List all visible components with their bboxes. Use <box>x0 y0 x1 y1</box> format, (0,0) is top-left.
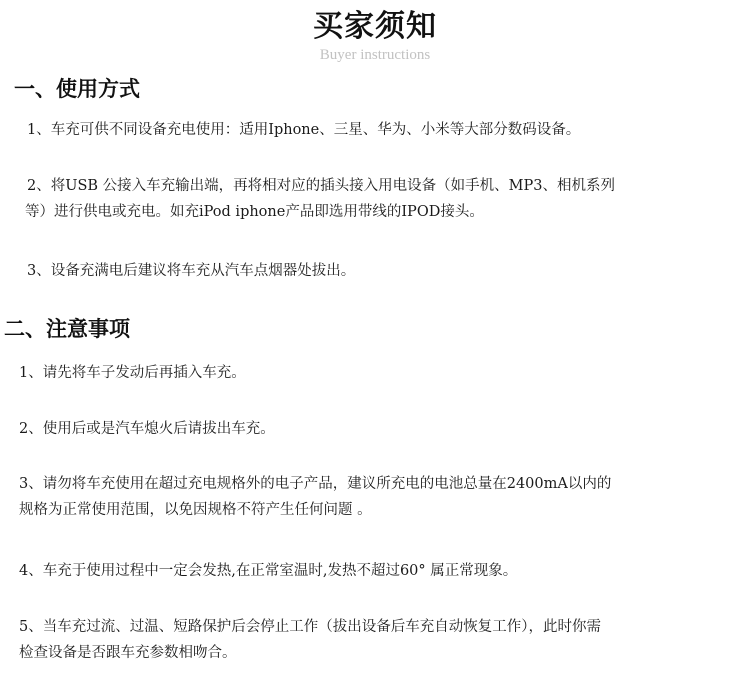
notes-item-1-line-1: 1、请先将车子发动后再插入车充。 <box>19 365 246 381</box>
notes-item-2 <box>19 416 275 442</box>
notes-item-2-line-1: 2、使用后或是汽车熄火后请拔出车充。 <box>19 421 275 437</box>
page-header <box>0 8 750 64</box>
usage-item-3-line-1: 3、设备充满电后建议将车充从汽车点烟器处拔出。 <box>27 263 356 279</box>
notes-item-5-line-1: 5、当车充过流、过温、短路保护后会停止工作（拔出设备后车充自动恢复工作），此时你需 <box>19 619 601 635</box>
notes-item-5-line-2: 检查设备是否跟车充参数相吻合。 <box>19 645 237 661</box>
notes-item-5 <box>19 614 601 666</box>
usage-item-2 <box>27 173 615 225</box>
notes-item-3-line-2: 规格为正常使用范围，以免因规格不符产生任何问题 。 <box>19 502 372 518</box>
notes-item-3-line-1: 3、请勿将车充使用在超过充电规格外的电子产品，建议所充电的电池总量在2400mA以内的 <box>19 476 612 492</box>
usage-item-2-line-1: 2、将USB 公接入车充输出端，再将相对应的插头接入用电设备（如手机、MP3、相机系列 <box>27 178 615 194</box>
notes-item-1 <box>19 360 246 386</box>
usage-item-3 <box>27 258 355 284</box>
usage-item-2-line-2: 等）进行供电或充电。如充iPod iphone产品即选用带线的IPOD接头。 <box>25 204 484 220</box>
section-heading-usage: 一、使用方式 <box>14 77 140 101</box>
section-heading-notes: 二、注意事项 <box>4 317 130 341</box>
page-title: 买家须知 <box>313 9 437 44</box>
notes-item-4-line-1: 4、车充于使用过程中一定会发热,在正常室温时,发热不超过60° 属正常现象。 <box>19 563 518 579</box>
usage-item-1-line-1: 1、车充可供不同设备充电使用：适用Iphone、三星、华为、小米等大部分数码设备。 <box>27 122 581 138</box>
page-subtitle: Buyer instructions <box>319 47 431 63</box>
notes-item-4 <box>19 558 517 584</box>
usage-item-1 <box>27 117 580 143</box>
notes-item-3 <box>19 471 611 523</box>
